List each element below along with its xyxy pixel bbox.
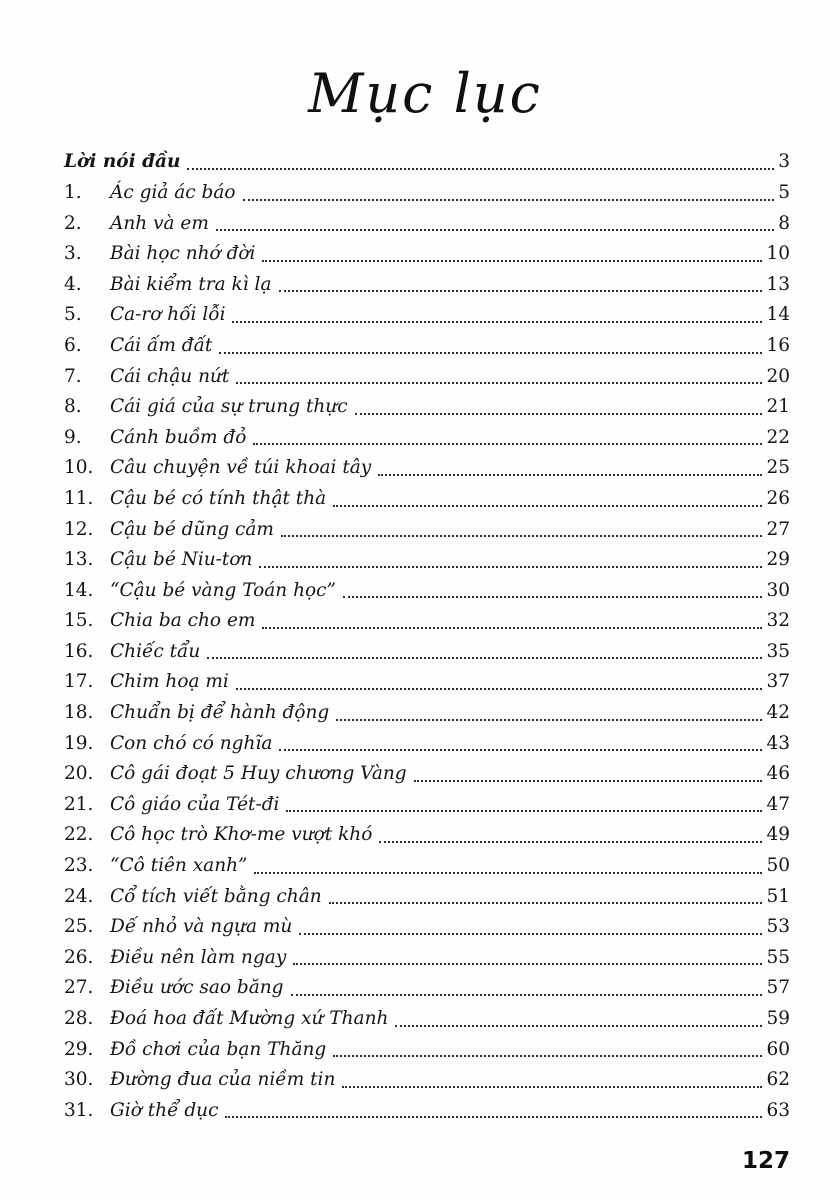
toc-entry-page: 49: [766, 824, 790, 846]
dot-leader: [262, 627, 762, 629]
dot-leader: [355, 413, 763, 415]
toc-entry-number: 22.: [64, 824, 94, 846]
page-title: Mục lục: [308, 62, 542, 125]
dot-leader: [279, 290, 763, 292]
dot-leader: [216, 229, 774, 231]
toc-entry-title: Cậu bé có tính thật thà: [110, 487, 327, 509]
toc-entry-title: “Cô tiên xanh”: [110, 855, 248, 877]
toc-entry-number: 13.: [64, 549, 94, 571]
toc-entry-row: [64, 943, 790, 974]
toc-entry-row: [64, 270, 790, 301]
toc-entry-number: 11.: [64, 487, 94, 509]
dot-leader: [299, 933, 762, 935]
toc-entry-number: 12.: [64, 518, 94, 540]
toc-entry-page: 37: [766, 671, 790, 693]
toc-entry-number: 16.: [64, 640, 94, 662]
dot-leader: [342, 1086, 762, 1088]
toc-preface-page: 3: [778, 151, 790, 173]
dot-leader: [187, 168, 774, 170]
dot-leader: [286, 810, 762, 812]
toc-entry-row: [64, 790, 790, 821]
toc-entry-number: 5.: [64, 304, 82, 326]
dot-leader: [333, 1055, 762, 1057]
toc-entry-row: [64, 729, 790, 760]
toc-entry-row: [64, 851, 790, 882]
toc-entry-page: 50: [766, 855, 790, 877]
toc-entry-number: 24.: [64, 885, 94, 907]
toc-entry-row: [64, 239, 790, 270]
toc-entry-title: Cánh buồm đỏ: [110, 426, 247, 448]
toc-entry-number: 27.: [64, 977, 94, 999]
toc-entry-page: 20: [766, 365, 790, 387]
toc-entry-row: [64, 545, 790, 576]
toc-entry-row: [64, 484, 790, 515]
toc-entry-row: [64, 820, 790, 851]
dot-leader: [219, 352, 762, 354]
toc-entry-row: [64, 423, 790, 454]
toc-entry-row: [64, 1004, 790, 1035]
toc-entry-row: [64, 392, 790, 423]
dot-leader: [379, 841, 762, 843]
toc-entry-title: Anh và em: [110, 212, 209, 234]
toc-entry-page: 53: [766, 916, 790, 938]
toc-entry-page: 32: [766, 610, 790, 632]
toc-entry-page: 5: [778, 181, 790, 203]
toc-entry-page: 43: [766, 732, 790, 754]
dot-leader: [414, 780, 763, 782]
toc-preface-title: Lời nói đầu: [64, 151, 181, 173]
toc-entry-number: 4.: [64, 273, 82, 295]
toc-entry-row: [64, 300, 790, 331]
toc-entry-title: Bài học nhớ đời: [110, 243, 256, 265]
toc-entry-page: 8: [778, 212, 790, 234]
toc-entry-title: Cậu bé Niu-tơn: [110, 549, 253, 571]
dot-leader: [293, 963, 762, 965]
toc-entry-number: 29.: [64, 1038, 94, 1060]
toc-entry-page: 46: [766, 763, 790, 785]
toc-entry-page: 60: [766, 1038, 790, 1060]
dot-leader: [236, 382, 762, 384]
toc-entry-row: [64, 1065, 790, 1096]
toc-entry-title: Cô gái đoạt 5 Huy chương Vàng: [110, 763, 407, 785]
toc-entry-number: 31.: [64, 1099, 94, 1121]
toc-entry-row: [64, 973, 790, 1004]
toc-entry-title: Giờ thể dục: [110, 1099, 219, 1121]
toc-entry-row: [64, 331, 790, 362]
toc-entry-page: 62: [766, 1069, 790, 1091]
toc-entry-row: [64, 178, 790, 209]
toc-entry-title: Cái ấm đất: [110, 334, 213, 356]
dot-leader: [329, 902, 763, 904]
toc-entry-number: 18.: [64, 702, 94, 724]
toc-entry-title: Con chó có nghĩa: [110, 732, 273, 754]
toc-entry-number: 3.: [64, 243, 82, 265]
toc-entry-page: 51: [766, 885, 790, 907]
toc-entry-title: Chiếc tẩu: [110, 640, 201, 662]
toc-entry-title: Cậu bé dũng cảm: [110, 518, 274, 540]
toc-entry-number: 20.: [64, 763, 94, 785]
toc-entry-number: 21.: [64, 793, 94, 815]
toc-entry-number: 15.: [64, 610, 94, 632]
toc-entry-number: 19.: [64, 732, 94, 754]
toc-entry-page: 14: [766, 304, 790, 326]
toc-entry-number: 8.: [64, 396, 82, 418]
toc-entry-title: Chia ba cho em: [110, 610, 256, 632]
dot-leader: [279, 749, 762, 751]
dot-leader: [395, 1025, 762, 1027]
toc-entry-number: 17.: [64, 671, 94, 693]
toc-entry-number: 2.: [64, 212, 82, 234]
toc-entry-page: 63: [766, 1099, 790, 1121]
toc-entry-page: 21: [766, 396, 790, 418]
toc-entry-title: Điều nên làm ngay: [110, 946, 287, 968]
toc-entry-title: Đồ chơi của bạn Thăng: [110, 1038, 327, 1060]
toc-entry-title: Câu chuyện về túi khoai tây: [110, 457, 372, 479]
toc-entry-page: 30: [766, 579, 790, 601]
toc-entry-page: 13: [766, 273, 790, 295]
toc-entry-row: [64, 209, 790, 240]
dot-leader: [259, 566, 762, 568]
toc-entry-page: 47: [766, 793, 790, 815]
toc-entry-row: [64, 453, 790, 484]
toc-entry-page: 35: [766, 640, 790, 662]
toc-entry-title: Điều ước sao băng: [110, 977, 284, 999]
toc-entry-number: 7.: [64, 365, 82, 387]
dot-leader: [333, 505, 762, 507]
dot-leader: [236, 688, 763, 690]
toc-entry-page: 10: [766, 243, 790, 265]
toc-entry-page: 27: [766, 518, 790, 540]
toc-entry-title: Ca-rơ hối lỗi: [110, 304, 226, 326]
toc-entry-title: Cô giáo của Tét-đi: [110, 793, 280, 815]
toc-entry-row: [64, 912, 790, 943]
toc-entry-title: Cô học trò Khơ-me vượt khó: [110, 824, 373, 846]
toc-entry-number: 25.: [64, 916, 94, 938]
footer-page-number: 127: [741, 1148, 790, 1174]
dot-leader: [225, 1116, 762, 1118]
toc-entry-page: 57: [766, 977, 790, 999]
toc-entry-page: 55: [766, 946, 790, 968]
toc-entry-title: Chuẩn bị để hành động: [110, 702, 330, 724]
toc-entry-title: Chim hoạ mi: [110, 671, 229, 693]
dot-leader: [253, 443, 762, 445]
toc-entry-page: 29: [766, 549, 790, 571]
toc-entry-title: Đoá hoa đất Mường xứ Thanh: [110, 1008, 389, 1030]
toc-entry-page: 25: [766, 457, 790, 479]
toc-preface-row: [64, 147, 790, 178]
toc-entry-title: Dế nhỏ và ngựa mù: [110, 916, 293, 938]
dot-leader: [291, 994, 763, 996]
toc-entry-row: [64, 515, 790, 546]
toc-entry-row: [64, 667, 790, 698]
toc-entry-row: [64, 1035, 790, 1066]
dot-leader: [343, 596, 762, 598]
toc-entry-row: [64, 1096, 790, 1127]
dot-leader: [207, 657, 762, 659]
toc-entry-page: 59: [766, 1008, 790, 1030]
toc-entry-number: 28.: [64, 1008, 94, 1030]
toc-entry-row: [64, 637, 790, 668]
toc-entry-title: “Cậu bé vàng Toán học”: [110, 579, 336, 601]
toc-entry-row: [64, 606, 790, 637]
toc-list: [64, 147, 790, 1126]
toc-entry-number: 1.: [64, 181, 82, 203]
dot-leader: [336, 719, 762, 721]
toc-entry-row: [64, 698, 790, 729]
toc-entry-page: 42: [766, 702, 790, 724]
toc-entry-page: 16: [766, 334, 790, 356]
toc-entry-number: 30.: [64, 1069, 94, 1091]
toc-entry-title: Cái giá của sự trung thực: [110, 396, 348, 418]
toc-entry-number: 10.: [64, 457, 94, 479]
toc-entry-page: 22: [766, 426, 790, 448]
toc-entry-row: [64, 759, 790, 790]
toc-entry-row: [64, 362, 790, 393]
toc-entry-number: 14.: [64, 579, 94, 601]
dot-leader: [262, 260, 762, 262]
toc-entry-row: [64, 576, 790, 607]
toc-entry-number: 6.: [64, 334, 82, 356]
dot-leader: [254, 872, 762, 874]
toc-entry-number: 26.: [64, 946, 94, 968]
toc-entry-title: Ác giả ác báo: [110, 181, 236, 203]
toc-entry-number: 9.: [64, 426, 82, 448]
toc-entry-row: [64, 882, 790, 913]
toc-entry-page: 26: [766, 487, 790, 509]
dot-leader: [281, 535, 762, 537]
dot-leader: [243, 199, 775, 201]
toc-entry-title: Bài kiểm tra kì lạ: [110, 273, 272, 295]
toc-entry-number: 23.: [64, 855, 94, 877]
toc-entry-title: Cổ tích viết bằng chân: [110, 885, 322, 907]
toc-entry-title: Đường đua của niềm tin: [110, 1069, 336, 1091]
dot-leader: [232, 321, 762, 323]
toc-entry-title: Cái chậu nứt: [110, 365, 230, 387]
dot-leader: [378, 474, 762, 476]
